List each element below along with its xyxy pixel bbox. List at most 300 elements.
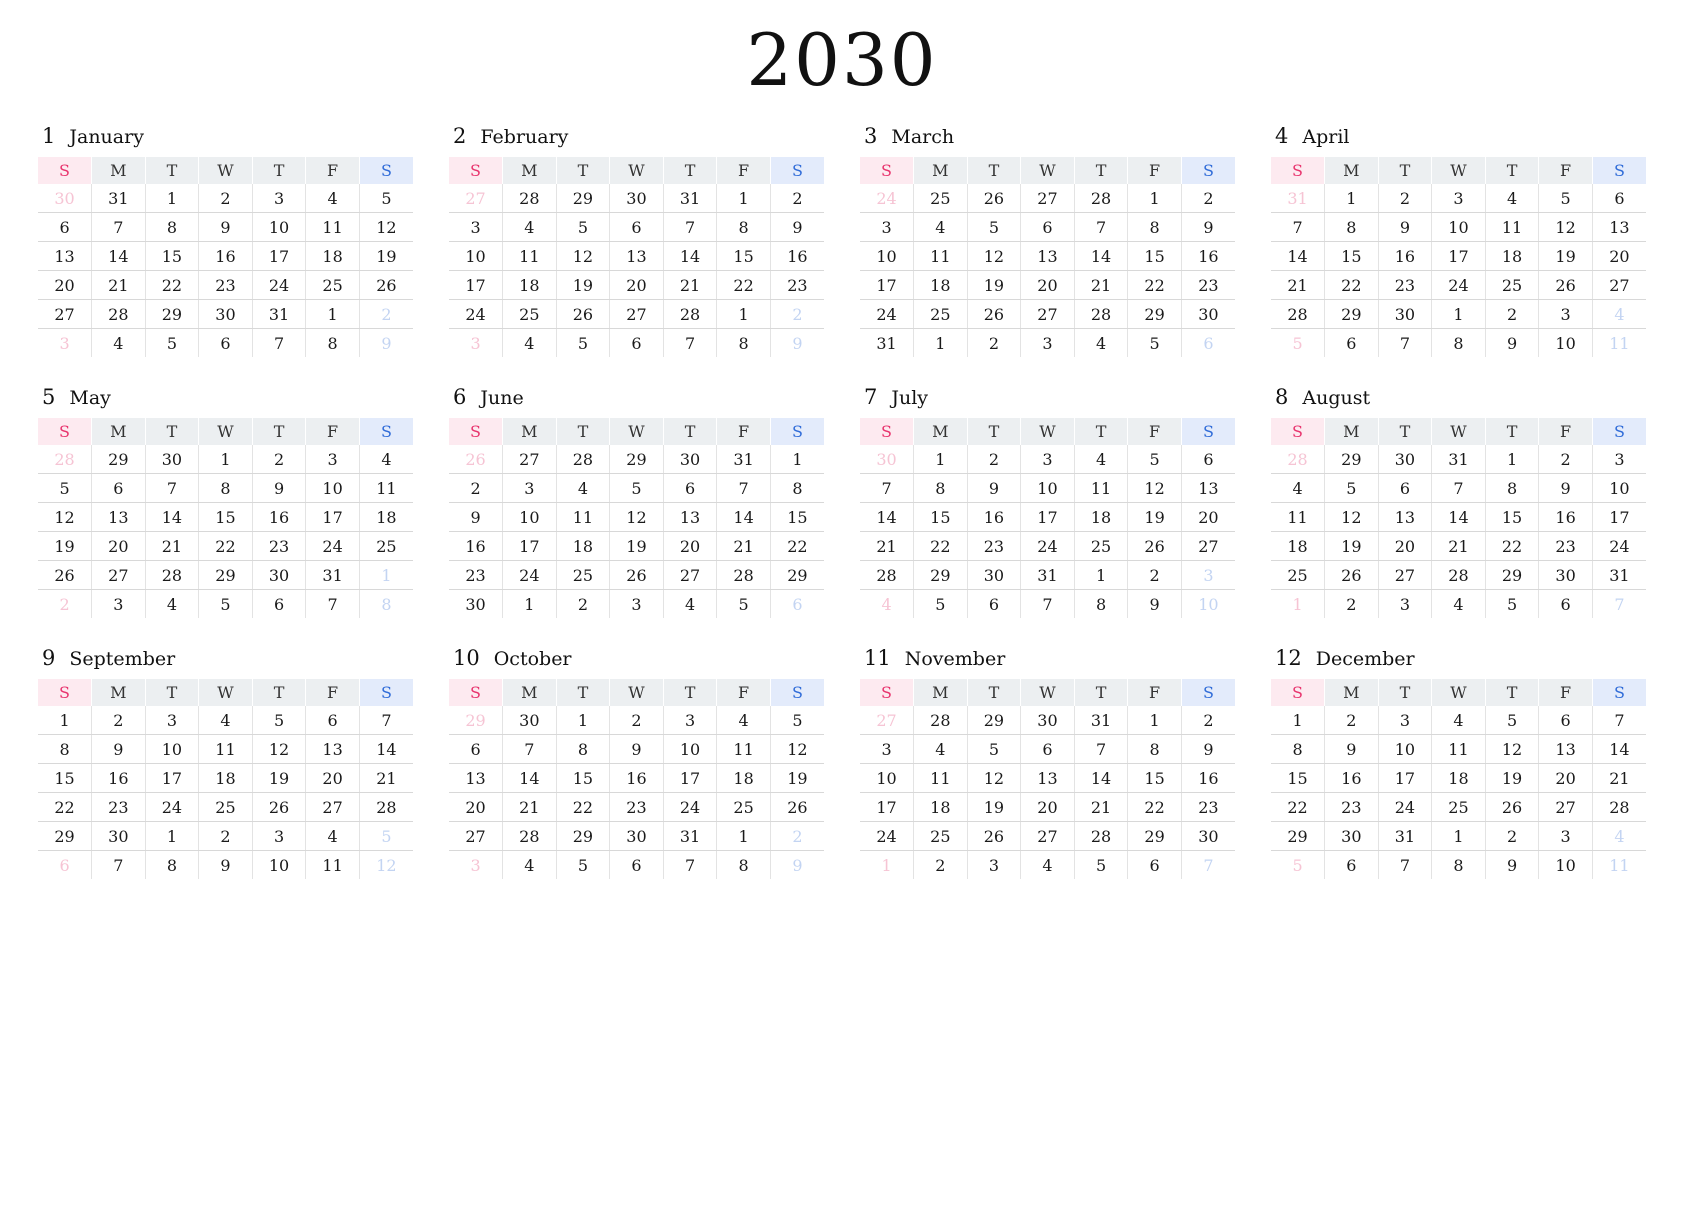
day-cell[interactable]: 11 (199, 735, 253, 764)
day-cell[interactable]: 11 (914, 242, 968, 271)
day-cell[interactable]: 9 (1485, 851, 1539, 880)
day-cell[interactable]: 31 (663, 184, 717, 213)
day-cell[interactable]: 25 (1271, 561, 1325, 590)
day-cell[interactable]: 30 (252, 561, 306, 590)
day-cell[interactable]: 5 (556, 213, 610, 242)
day-cell[interactable]: 19 (967, 271, 1021, 300)
day-cell[interactable]: 14 (1432, 503, 1486, 532)
day-cell[interactable]: 26 (1485, 793, 1539, 822)
day-cell[interactable]: 23 (1181, 271, 1235, 300)
day-cell[interactable]: 11 (1609, 333, 1630, 353)
day-cell[interactable]: 26 (967, 300, 1021, 329)
day-cell[interactable]: 30 (860, 445, 914, 474)
day-cell[interactable]: 3 (1181, 561, 1235, 590)
day-cell[interactable]: 1 (1074, 561, 1128, 590)
day-cell[interactable]: 1 (717, 184, 771, 213)
day-cell[interactable]: 26 (1128, 532, 1182, 561)
day-cell[interactable]: 30 (1181, 300, 1235, 329)
day-cell[interactable]: 15 (770, 503, 824, 532)
day-cell[interactable]: 16 (770, 242, 824, 271)
day-cell[interactable]: 6 (449, 735, 503, 764)
day-cell[interactable]: 8 (717, 851, 771, 880)
day-cell[interactable]: 5 (38, 474, 92, 503)
day-cell[interactable]: 15 (1128, 242, 1182, 271)
day-cell[interactable]: 8 (1271, 735, 1325, 764)
day-cell[interactable]: 28 (145, 561, 199, 590)
day-cell[interactable]: 1 (145, 822, 199, 851)
day-cell[interactable]: 18 (1485, 242, 1539, 271)
day-cell[interactable]: 6 (967, 590, 1021, 619)
day-cell[interactable]: 3 (1378, 706, 1432, 735)
day-cell[interactable]: 25 (914, 300, 968, 329)
day-cell[interactable]: 8 (381, 594, 392, 614)
day-cell[interactable]: 20 (92, 532, 146, 561)
day-cell[interactable]: 9 (1485, 329, 1539, 358)
day-cell[interactable]: 27 (306, 793, 360, 822)
day-cell[interactable]: 28 (1271, 445, 1325, 474)
day-cell[interactable]: 26 (556, 300, 610, 329)
day-cell[interactable]: 5 (252, 706, 306, 735)
day-cell[interactable]: 18 (359, 503, 413, 532)
day-cell[interactable]: 9 (1378, 213, 1432, 242)
day-cell[interactable]: 8 (1128, 735, 1182, 764)
day-cell[interactable]: 19 (1485, 764, 1539, 793)
day-cell[interactable]: 4 (663, 590, 717, 619)
day-cell[interactable]: 23 (610, 793, 664, 822)
day-cell[interactable]: 25 (1432, 793, 1486, 822)
day-cell[interactable]: 15 (199, 503, 253, 532)
day-cell[interactable]: 19 (252, 764, 306, 793)
day-cell[interactable]: 8 (556, 735, 610, 764)
day-cell[interactable]: 6 (610, 213, 664, 242)
day-cell[interactable]: 18 (914, 271, 968, 300)
day-cell[interactable]: 4 (1074, 329, 1128, 358)
day-cell[interactable]: 8 (145, 213, 199, 242)
day-cell[interactable]: 13 (1181, 474, 1235, 503)
day-cell[interactable]: 27 (1021, 822, 1075, 851)
day-cell[interactable]: 12 (252, 735, 306, 764)
day-cell[interactable]: 7 (1614, 594, 1625, 614)
day-cell[interactable]: 21 (860, 532, 914, 561)
day-cell[interactable]: 6 (792, 594, 803, 614)
day-cell[interactable]: 3 (92, 590, 146, 619)
day-cell[interactable]: 5 (1074, 851, 1128, 880)
day-cell[interactable]: 16 (1539, 503, 1593, 532)
day-cell[interactable]: 28 (914, 706, 968, 735)
day-cell[interactable]: 6 (1539, 706, 1593, 735)
day-cell[interactable]: 24 (663, 793, 717, 822)
day-cell[interactable]: 7 (663, 851, 717, 880)
day-cell[interactable]: 31 (306, 561, 360, 590)
day-cell[interactable]: 6 (1325, 851, 1379, 880)
day-cell[interactable]: 5 (610, 474, 664, 503)
day-cell[interactable]: 22 (38, 793, 92, 822)
day-cell[interactable]: 30 (145, 445, 199, 474)
day-cell[interactable]: 21 (1074, 793, 1128, 822)
day-cell[interactable]: 8 (717, 213, 771, 242)
day-cell[interactable]: 9 (1325, 735, 1379, 764)
day-cell[interactable]: 7 (306, 590, 360, 619)
day-cell[interactable]: 20 (610, 271, 664, 300)
day-cell[interactable]: 29 (1128, 822, 1182, 851)
day-cell[interactable]: 8 (914, 474, 968, 503)
day-cell[interactable]: 27 (663, 561, 717, 590)
day-cell[interactable]: 18 (1074, 503, 1128, 532)
day-cell[interactable]: 27 (1378, 561, 1432, 590)
day-cell[interactable]: 14 (1592, 735, 1646, 764)
day-cell[interactable]: 23 (252, 532, 306, 561)
day-cell[interactable]: 9 (1181, 213, 1235, 242)
day-cell[interactable]: 12 (967, 764, 1021, 793)
day-cell[interactable]: 1 (145, 184, 199, 213)
day-cell[interactable]: 17 (663, 764, 717, 793)
day-cell[interactable]: 18 (556, 532, 610, 561)
day-cell[interactable]: 18 (914, 793, 968, 822)
day-cell[interactable]: 15 (1485, 503, 1539, 532)
day-cell[interactable]: 23 (1181, 793, 1235, 822)
day-cell[interactable]: 10 (1021, 474, 1075, 503)
day-cell[interactable]: 20 (1539, 764, 1593, 793)
day-cell[interactable]: 7 (503, 735, 557, 764)
day-cell[interactable]: 1 (717, 822, 771, 851)
day-cell[interactable]: 3 (1021, 329, 1075, 358)
day-cell[interactable]: 1 (503, 590, 557, 619)
day-cell[interactable]: 27 (503, 445, 557, 474)
day-cell[interactable]: 29 (145, 300, 199, 329)
day-cell[interactable]: 9 (199, 213, 253, 242)
day-cell[interactable]: 6 (610, 329, 664, 358)
day-cell[interactable]: 5 (914, 590, 968, 619)
day-cell[interactable]: 9 (792, 855, 803, 875)
day-cell[interactable]: 23 (1539, 532, 1593, 561)
day-cell[interactable]: 1 (1128, 184, 1182, 213)
day-cell[interactable]: 1 (1325, 184, 1379, 213)
day-cell[interactable]: 12 (376, 855, 397, 875)
day-cell[interactable]: 5 (556, 851, 610, 880)
day-cell[interactable]: 1 (306, 300, 360, 329)
day-cell[interactable]: 1 (914, 329, 968, 358)
day-cell[interactable]: 2 (199, 822, 253, 851)
day-cell[interactable]: 7 (1074, 213, 1128, 242)
day-cell[interactable]: 1 (1432, 822, 1486, 851)
day-cell[interactable]: 13 (306, 735, 360, 764)
day-cell[interactable]: 2 (359, 300, 413, 329)
day-cell[interactable]: 10 (1432, 213, 1486, 242)
day-cell[interactable]: 9 (92, 735, 146, 764)
day-cell[interactable]: 30 (38, 184, 92, 213)
day-cell[interactable]: 17 (449, 271, 503, 300)
day-cell[interactable]: 7 (92, 213, 146, 242)
day-cell[interactable]: 6 (38, 213, 92, 242)
day-cell[interactable]: 7 (717, 474, 771, 503)
day-cell[interactable]: 4 (503, 851, 557, 880)
day-cell[interactable]: 16 (1181, 764, 1235, 793)
day-cell[interactable]: 3 (252, 822, 306, 851)
day-cell[interactable]: 3 (145, 706, 199, 735)
day-cell[interactable]: 4 (1271, 474, 1325, 503)
day-cell[interactable]: 27 (449, 822, 503, 851)
day-cell[interactable]: 21 (663, 271, 717, 300)
day-cell[interactable]: 22 (717, 271, 771, 300)
day-cell[interactable]: 11 (1609, 855, 1630, 875)
day-cell[interactable]: 10 (1198, 594, 1219, 614)
day-cell[interactable]: 12 (359, 213, 413, 242)
day-cell[interactable]: 30 (1378, 445, 1432, 474)
day-cell[interactable]: 30 (449, 590, 503, 619)
day-cell[interactable]: 4 (359, 445, 413, 474)
day-cell[interactable]: 7 (1432, 474, 1486, 503)
day-cell[interactable]: 14 (860, 503, 914, 532)
day-cell[interactable]: 17 (860, 793, 914, 822)
day-cell[interactable]: 7 (92, 851, 146, 880)
day-cell[interactable]: 4 (1592, 822, 1646, 851)
day-cell[interactable]: 29 (770, 561, 824, 590)
day-cell[interactable]: 3 (967, 851, 1021, 880)
day-cell[interactable]: 17 (1592, 503, 1646, 532)
day-cell[interactable]: 13 (449, 764, 503, 793)
day-cell[interactable]: 12 (610, 503, 664, 532)
day-cell[interactable]: 30 (610, 184, 664, 213)
day-cell[interactable]: 10 (252, 851, 306, 880)
day-cell[interactable]: 4 (1432, 590, 1486, 619)
day-cell[interactable]: 2 (556, 590, 610, 619)
day-cell[interactable]: 5 (717, 590, 771, 619)
day-cell[interactable]: 2 (92, 706, 146, 735)
day-cell[interactable]: 10 (503, 503, 557, 532)
day-cell[interactable]: 23 (1378, 271, 1432, 300)
day-cell[interactable]: 30 (1021, 706, 1075, 735)
day-cell[interactable]: 5 (967, 735, 1021, 764)
day-cell[interactable]: 24 (1021, 532, 1075, 561)
day-cell[interactable]: 4 (306, 184, 360, 213)
day-cell[interactable]: 5 (1485, 590, 1539, 619)
day-cell[interactable]: 30 (503, 706, 557, 735)
day-cell[interactable]: 21 (92, 271, 146, 300)
day-cell[interactable]: 2 (1378, 184, 1432, 213)
day-cell[interactable]: 22 (914, 532, 968, 561)
day-cell[interactable]: 8 (145, 851, 199, 880)
day-cell[interactable]: 25 (359, 532, 413, 561)
day-cell[interactable]: 30 (92, 822, 146, 851)
day-cell[interactable]: 20 (663, 532, 717, 561)
day-cell[interactable]: 2 (38, 590, 92, 619)
day-cell[interactable]: 27 (38, 300, 92, 329)
day-cell[interactable]: 29 (1485, 561, 1539, 590)
day-cell[interactable]: 28 (359, 793, 413, 822)
day-cell[interactable]: 13 (1378, 503, 1432, 532)
day-cell[interactable]: 3 (860, 213, 914, 242)
day-cell[interactable]: 10 (860, 764, 914, 793)
day-cell[interactable]: 21 (1592, 764, 1646, 793)
day-cell[interactable]: 24 (449, 300, 503, 329)
day-cell[interactable]: 14 (663, 242, 717, 271)
day-cell[interactable]: 25 (914, 184, 968, 213)
day-cell[interactable]: 3 (1539, 822, 1593, 851)
day-cell[interactable]: 29 (199, 561, 253, 590)
day-cell[interactable]: 6 (1592, 184, 1646, 213)
day-cell[interactable]: 11 (1271, 503, 1325, 532)
day-cell[interactable]: 12 (1539, 213, 1593, 242)
day-cell[interactable]: 5 (199, 590, 253, 619)
day-cell[interactable]: 3 (860, 735, 914, 764)
day-cell[interactable]: 19 (1325, 532, 1379, 561)
day-cell[interactable]: 27 (92, 561, 146, 590)
day-cell[interactable]: 17 (145, 764, 199, 793)
day-cell[interactable]: 28 (860, 561, 914, 590)
day-cell[interactable]: 26 (38, 561, 92, 590)
day-cell[interactable]: 3 (1021, 445, 1075, 474)
day-cell[interactable]: 30 (199, 300, 253, 329)
day-cell[interactable]: 12 (1325, 503, 1379, 532)
day-cell[interactable]: 4 (914, 735, 968, 764)
day-cell[interactable]: 23 (92, 793, 146, 822)
day-cell[interactable]: 25 (503, 300, 557, 329)
day-cell[interactable]: 28 (663, 300, 717, 329)
day-cell[interactable]: 9 (967, 474, 1021, 503)
day-cell[interactable]: 30 (1325, 822, 1379, 851)
day-cell[interactable]: 10 (252, 213, 306, 242)
day-cell[interactable]: 16 (1181, 242, 1235, 271)
day-cell[interactable]: 11 (306, 851, 360, 880)
day-cell[interactable]: 18 (306, 242, 360, 271)
day-cell[interactable]: 12 (770, 735, 824, 764)
day-cell[interactable]: 31 (717, 445, 771, 474)
day-cell[interactable]: 4 (914, 213, 968, 242)
day-cell[interactable]: 15 (145, 242, 199, 271)
day-cell[interactable]: 6 (1378, 474, 1432, 503)
day-cell[interactable]: 5 (770, 706, 824, 735)
day-cell[interactable]: 29 (449, 706, 503, 735)
day-cell[interactable]: 23 (1325, 793, 1379, 822)
day-cell[interactable]: 23 (199, 271, 253, 300)
day-cell[interactable]: 14 (1271, 242, 1325, 271)
day-cell[interactable]: 1 (717, 300, 771, 329)
day-cell[interactable]: 6 (1021, 213, 1075, 242)
day-cell[interactable]: 2 (1128, 561, 1182, 590)
day-cell[interactable]: 4 (306, 822, 360, 851)
day-cell[interactable]: 5 (1271, 851, 1325, 880)
day-cell[interactable]: 21 (503, 793, 557, 822)
day-cell[interactable]: 24 (503, 561, 557, 590)
day-cell[interactable]: 2 (1181, 706, 1235, 735)
day-cell[interactable]: 25 (1485, 271, 1539, 300)
day-cell[interactable]: 6 (1539, 590, 1593, 619)
day-cell[interactable]: 25 (556, 561, 610, 590)
day-cell[interactable]: 7 (1021, 590, 1075, 619)
day-cell[interactable]: 7 (145, 474, 199, 503)
day-cell[interactable]: 27 (1592, 271, 1646, 300)
day-cell[interactable]: 19 (967, 793, 1021, 822)
day-cell[interactable]: 2 (914, 851, 968, 880)
day-cell[interactable]: 14 (1074, 242, 1128, 271)
day-cell[interactable]: 28 (1271, 300, 1325, 329)
day-cell[interactable]: 25 (717, 793, 771, 822)
day-cell[interactable]: 30 (1539, 561, 1593, 590)
day-cell[interactable]: 15 (556, 764, 610, 793)
day-cell[interactable]: 13 (1592, 213, 1646, 242)
day-cell[interactable]: 3 (503, 474, 557, 503)
day-cell[interactable]: 11 (1432, 735, 1486, 764)
day-cell[interactable]: 31 (1021, 561, 1075, 590)
day-cell[interactable]: 28 (717, 561, 771, 590)
day-cell[interactable]: 30 (663, 445, 717, 474)
day-cell[interactable]: 11 (1074, 474, 1128, 503)
day-cell[interactable]: 3 (1432, 184, 1486, 213)
day-cell[interactable]: 5 (1325, 474, 1379, 503)
day-cell[interactable]: 19 (770, 764, 824, 793)
day-cell[interactable]: 3 (1378, 590, 1432, 619)
day-cell[interactable]: 30 (610, 822, 664, 851)
day-cell[interactable]: 23 (770, 271, 824, 300)
day-cell[interactable]: 22 (199, 532, 253, 561)
day-cell[interactable]: 8 (38, 735, 92, 764)
day-cell[interactable]: 19 (359, 242, 413, 271)
day-cell[interactable]: 10 (860, 242, 914, 271)
day-cell[interactable]: 22 (1128, 271, 1182, 300)
day-cell[interactable]: 4 (717, 706, 771, 735)
day-cell[interactable]: 11 (359, 474, 413, 503)
day-cell[interactable]: 24 (1592, 532, 1646, 561)
day-cell[interactable]: 4 (92, 329, 146, 358)
day-cell[interactable]: 5 (967, 213, 1021, 242)
day-cell[interactable]: 9 (381, 333, 392, 353)
day-cell[interactable]: 20 (306, 764, 360, 793)
day-cell[interactable]: 3 (1592, 445, 1646, 474)
day-cell[interactable]: 20 (449, 793, 503, 822)
day-cell[interactable]: 13 (1539, 735, 1593, 764)
day-cell[interactable]: 31 (1432, 445, 1486, 474)
day-cell[interactable]: 16 (610, 764, 664, 793)
day-cell[interactable]: 8 (1128, 213, 1182, 242)
day-cell[interactable]: 10 (663, 735, 717, 764)
day-cell[interactable]: 9 (770, 213, 824, 242)
day-cell[interactable]: 1 (860, 851, 914, 880)
day-cell[interactable]: 5 (359, 822, 413, 851)
day-cell[interactable]: 19 (1539, 242, 1593, 271)
day-cell[interactable]: 12 (967, 242, 1021, 271)
day-cell[interactable]: 21 (717, 532, 771, 561)
day-cell[interactable]: 2 (967, 445, 1021, 474)
day-cell[interactable]: 16 (1378, 242, 1432, 271)
day-cell[interactable]: 9 (1181, 735, 1235, 764)
day-cell[interactable]: 7 (1074, 735, 1128, 764)
day-cell[interactable]: 7 (663, 329, 717, 358)
day-cell[interactable]: 2 (1539, 445, 1593, 474)
day-cell[interactable]: 5 (1271, 329, 1325, 358)
day-cell[interactable]: 29 (556, 822, 610, 851)
day-cell[interactable]: 26 (967, 184, 1021, 213)
day-cell[interactable]: 7 (1378, 329, 1432, 358)
day-cell[interactable]: 9 (1128, 590, 1182, 619)
day-cell[interactable]: 17 (860, 271, 914, 300)
day-cell[interactable]: 10 (145, 735, 199, 764)
day-cell[interactable]: 18 (1432, 764, 1486, 793)
day-cell[interactable]: 7 (1203, 855, 1214, 875)
day-cell[interactable]: 3 (449, 213, 503, 242)
day-cell[interactable]: 8 (1074, 590, 1128, 619)
day-cell[interactable]: 9 (792, 333, 803, 353)
day-cell[interactable]: 26 (1325, 561, 1379, 590)
day-cell[interactable]: 5 (145, 329, 199, 358)
day-cell[interactable]: 20 (38, 271, 92, 300)
day-cell[interactable]: 13 (610, 242, 664, 271)
day-cell[interactable]: 18 (1271, 532, 1325, 561)
day-cell[interactable]: 9 (449, 503, 503, 532)
day-cell[interactable]: 9 (252, 474, 306, 503)
day-cell[interactable]: 27 (860, 706, 914, 735)
day-cell[interactable]: 15 (717, 242, 771, 271)
day-cell[interactable]: 6 (1181, 445, 1235, 474)
